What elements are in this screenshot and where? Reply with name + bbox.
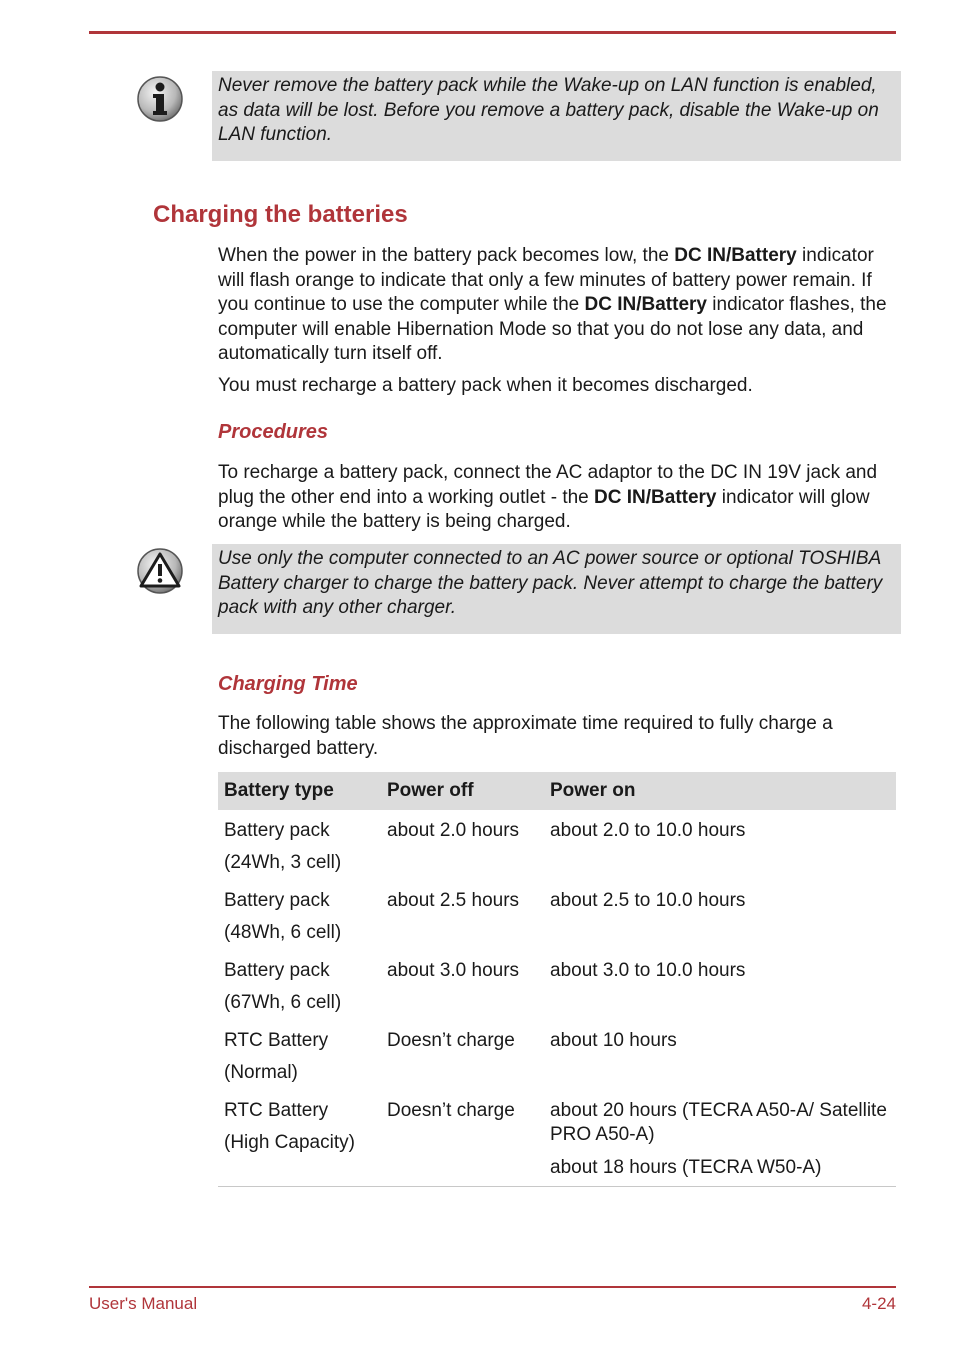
table-header-row [218, 772, 896, 810]
battery-type-cell: RTC Battery (Normal) [224, 1030, 329, 1083]
table-row [218, 950, 896, 1020]
procedures-title: Procedures [218, 421, 329, 443]
power-off-cell: Doesn’t charge [387, 1100, 515, 1121]
power-on-cell: about 3.0 to 10.0 hours [550, 960, 746, 981]
intro-paragraph: When the power in the battery pack becomes low, the DC IN/Battery indicator will flash orange to indicate that only a few minutes of battery power remain. If you continue to use the computer while the DC IN/Battery indicator flashes, the computer will enable Hibernation Mode so that you do not lose any data, and automatically turn itself off. [218, 245, 887, 364]
battery-type-cell: RTC Battery (High Capacity) [224, 1100, 355, 1153]
power-off-cell: about 2.0 hours [387, 820, 520, 841]
charging-time-title: Charging Time [218, 673, 358, 695]
header-rule [89, 31, 896, 34]
info-icon [136, 75, 184, 123]
battery-type-cell: Battery pack (24Wh, 3 cell) [224, 820, 342, 873]
table-row [218, 810, 896, 880]
section-title: Charging the batteries [153, 201, 408, 228]
charging-time-table [218, 772, 896, 1187]
power-on-cell: about 20 hours (TECRA A50-A/ Satellite PRO A50-A) about 18 hours (TECRA W50-A) [550, 1100, 887, 1178]
table-row [218, 1090, 896, 1186]
table-row [218, 1020, 896, 1090]
procedures-paragraph: To recharge a battery pack, connect the AC adaptor to the DC IN 19V jack and plug the other end into a working outlet - the DC IN/Battery indicator will glow orange while the battery is being charged. [218, 462, 878, 532]
info-note [212, 71, 901, 161]
table-row [218, 880, 896, 950]
table-header-cell: Power on [544, 772, 896, 810]
power-off-cell: about 2.5 hours [387, 890, 520, 911]
caution-note-text: Use only the computer connected to an AC power source or optional TOSHIBA Battery charger to charge the battery pack. Never attempt to charge the battery pack with any other charger. [218, 548, 883, 618]
power-off-cell: about 3.0 hours [387, 960, 520, 981]
footer-rule [89, 1286, 896, 1288]
info-note-text: Never remove the battery pack while the Wake-up on LAN function is enabled, as data will be lost. Before you remove a battery pack, disable the Wake-up on LAN function. [218, 75, 879, 145]
footer-manual-title: User's Manual [89, 1294, 198, 1313]
warning-icon [136, 547, 184, 595]
caution-note [212, 544, 901, 634]
power-off-cell: Doesn’t charge [387, 1030, 515, 1051]
table-header-cell: Battery type [218, 772, 381, 810]
battery-type-cell: Battery pack (48Wh, 6 cell) [224, 890, 342, 943]
power-on-cell: about 2.0 to 10.0 hours [550, 820, 746, 841]
recharge-paragraph: You must recharge a battery pack when it becomes discharged. [218, 375, 753, 396]
charging-time-intro: The following table shows the approximate time required to fully charge a discharged battery. [218, 713, 833, 759]
power-on-cell: about 2.5 to 10.0 hours [550, 890, 746, 911]
battery-type-cell: Battery pack (67Wh, 6 cell) [224, 960, 342, 1013]
power-on-cell: about 10 hours [550, 1030, 677, 1051]
footer-page-number: 4-24 [861, 1294, 896, 1313]
table-header-cell: Power off [381, 772, 544, 810]
